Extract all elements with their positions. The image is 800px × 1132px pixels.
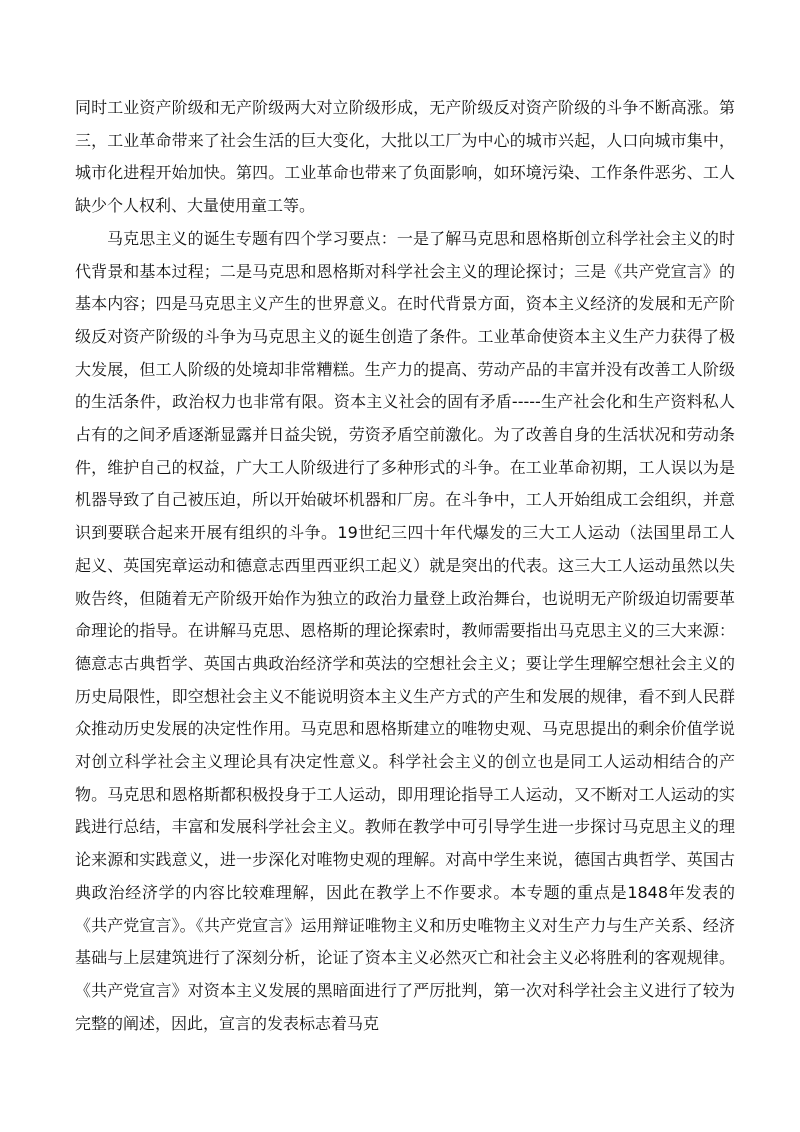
paragraph-continuation: 同时工业资产阶级和无产阶级两大对立阶级形成，无产阶级反对资产阶级的斗争不断高涨。第三，工业革命带来了社会生活的巨大变化，大批以工厂为中心的城市兴起，人口向城市集中，城市化进程开始加快。第四。工业革命也带来了负面影响，如环境污染、工作条件恶劣、工人缺少个人权利、大量使用童工等。 <box>75 98 735 216</box>
document-page <box>75 92 735 1040</box>
paragraph-marxism-birth: 马克思主义的诞生专题有四个学习要点：一是了解马克思和恩格斯创立科学社会主义的时代背景和基本过程；二是马克思和恩格斯对科学社会主义的理论探讨；三是《共产党宣言》的基本内容；四是马克思主义产生的世界意义。在时代背景方面，资本主义经济的发展和无产阶级反对资产阶级的斗争为马克思主义的诞生创造了条件。工业革命使资本主义生产力获得了极大发展，但工人阶级的处境却非常糟糕。生产力的提高、劳动产品的丰富并没有改善工人阶级的生活条件，政治权力也非常有限。资本主义社会的固有矛盾-----生产社会化和生产资料私人占有的之间矛盾逐渐显露并日益尖锐，劳资矛盾空前激化。为了改善自身的生活状况和劳动条件，维护自己的权益，广大工人阶级进行了多种形式的斗争。在工业革命初期，工人误以为是机器导致了自己被压迫，所以开始破坏机器和厂房。在斗争中，工人开始组成工会组织，并意识到要联合起来开展有组织的斗争。19世纪三四十年代爆发的三大工人运动（法国里昂工人起义、英国宪章运动和德意志西里西亚织工起义）就是突出的代表。这三大工人运动虽然以失败告终，但随着无产阶级开始作为独立的政治力量登上政治舞台，也说明无产阶级迫切需要革命理论的指导。在讲解马克思、恩格斯的理论探索时，教师需要指出马克思主义的三大来源：德意志古典哲学、英国古典政治经济学和英法的空想社会主义；要让学生理解空想社会主义的历史局限性，即空想社会主义不能说明资本主义生产方式的产生和发展的规律，看不到人民群众推动历史发展的决定性作用。马克思和恩格斯建立的唯物史观、马克思提出的剩余价值学说对创立科学社会主义理论具有决定性意义。科学社会主义的创立也是同工人运动相结合的产物。马克思和恩格斯都积极投身于工人运动，即用理论指导工人运动，又不断对工人运动的实践进行总结，丰富和发展科学社会主义。教师在教学中可引导学生进一步探讨马克思主义的理论来源和实践意义，进一步深化对唯物史观的理解。对高中学生来说，德国古典哲学、英国古典政治经济学的内容比较难理解，因此在教学上不作要求。本专题的重点是1848年发表的《共产党宣言》。《共产党宣言》运用辩证唯物主义和历史唯物主义对生产力与生产关系、经济基础与上层建筑进行了深刻分析，论证了资本主义必然灭亡和社会主义必将胜利的客观规律。《共产党宣言》对资本主义发展的黑暗面进行了严厉批判，第一次对科学社会主义进行了较为完整的阐述，因此，宣言的发表标志着马克 <box>75 228 735 1033</box>
